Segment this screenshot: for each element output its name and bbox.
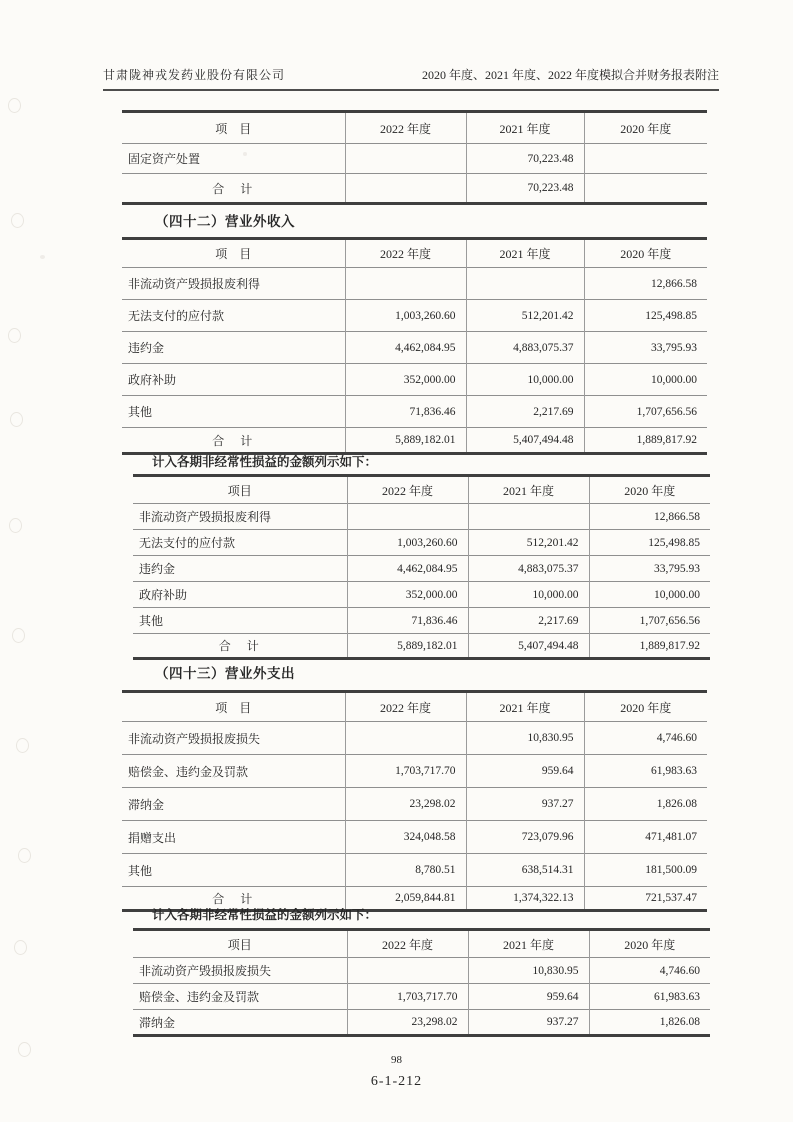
- column-header: 项 目: [215, 700, 252, 715]
- value-cell: [345, 722, 466, 755]
- value-cell: 1,003,260.60: [345, 300, 466, 332]
- column-header: 2020 年度: [589, 930, 710, 958]
- value-cell: [347, 504, 468, 530]
- scan-artifact: [243, 152, 247, 156]
- value-cell: 5,407,494.48: [468, 634, 589, 659]
- table-row: [133, 984, 710, 1010]
- table-row: [122, 722, 707, 755]
- section-title-42: （四十二）营业外收入: [155, 214, 295, 229]
- column-header: 2020 年度: [584, 112, 707, 144]
- value-cell: 61,983.63: [589, 984, 710, 1010]
- value-cell: 352,000.00: [347, 582, 468, 608]
- item-cell: 其他: [139, 614, 164, 628]
- scan-artifact: [16, 738, 29, 753]
- item-cell: 违约金: [128, 341, 165, 355]
- value-cell: 33,795.93: [584, 332, 707, 364]
- table-row: [122, 268, 707, 300]
- scan-artifact: [12, 628, 25, 643]
- table-non-recurring-expenses: [133, 928, 710, 1037]
- item-cell: 无法支付的应付款: [128, 309, 225, 323]
- value-cell: 1,889,817.92: [589, 634, 710, 659]
- table-fixed-asset-disposal: [122, 110, 707, 205]
- column-header: 2020 年度: [584, 239, 707, 268]
- value-cell: 723,079.96: [466, 821, 584, 854]
- table-header-row: [122, 112, 707, 144]
- value-cell: 512,201.42: [468, 530, 589, 556]
- value-cell: 2,217.69: [466, 396, 584, 428]
- value-cell: 10,000.00: [466, 364, 584, 396]
- value-cell: 181,500.09: [584, 854, 707, 887]
- value-cell: 4,883,075.37: [468, 556, 589, 582]
- value-cell: 10,000.00: [468, 582, 589, 608]
- table-row: [122, 854, 707, 887]
- value-cell: [584, 174, 707, 204]
- value-cell: 638,514.31: [466, 854, 584, 887]
- item-cell: 赔偿金、违约金及罚款: [139, 990, 260, 1004]
- value-cell: 1,889,817.92: [584, 428, 707, 454]
- total-label-cell: 合 计: [212, 433, 255, 448]
- value-cell: [347, 958, 468, 984]
- scan-artifact: [18, 848, 31, 863]
- table-row: [133, 582, 710, 608]
- value-cell: [466, 268, 584, 300]
- item-cell: 非流动资产毁损报废利得: [128, 277, 261, 291]
- column-header: 2022 年度: [347, 476, 468, 504]
- value-cell: 5,407,494.48: [466, 428, 584, 454]
- item-cell: 其他: [128, 863, 153, 878]
- value-cell: 512,201.42: [466, 300, 584, 332]
- scan-artifact: [14, 940, 27, 955]
- table-row: [133, 556, 710, 582]
- value-cell: [345, 144, 466, 174]
- value-cell: 352,000.00: [345, 364, 466, 396]
- column-header: 项 目: [215, 247, 252, 261]
- total-label-cell: 合 计: [212, 181, 255, 196]
- table-row: [122, 364, 707, 396]
- column-header: 2022 年度: [345, 239, 466, 268]
- table-row: [133, 958, 710, 984]
- table-total-row: [122, 428, 707, 454]
- value-cell: 71,836.46: [345, 396, 466, 428]
- column-header: 2022 年度: [345, 692, 466, 722]
- value-cell: 70,223.48: [466, 174, 584, 204]
- value-cell: 8,780.51: [345, 854, 466, 887]
- item-cell: 非流动资产毁损报废损失: [128, 731, 261, 746]
- column-header: 项目: [227, 937, 252, 952]
- value-cell: 70,223.48: [466, 144, 584, 174]
- value-cell: 1,003,260.60: [347, 530, 468, 556]
- column-header: 2021 年度: [466, 692, 584, 722]
- item-cell: 非流动资产毁损报废损失: [139, 964, 272, 978]
- value-cell: 23,298.02: [347, 1010, 468, 1036]
- value-cell: 61,983.63: [584, 755, 707, 788]
- table-row: [122, 396, 707, 428]
- table-non-recurring-income: [133, 474, 710, 660]
- table-header-row: [122, 692, 707, 722]
- table-row: [122, 788, 707, 821]
- item-cell: 违约金: [139, 562, 176, 576]
- column-header: 2021 年度: [468, 930, 589, 958]
- total-label-cell: 合 计: [212, 891, 255, 906]
- value-cell: 324,048.58: [345, 821, 466, 854]
- table-header-row: [133, 930, 710, 958]
- table-header-row: [133, 476, 710, 504]
- value-cell: 1,707,656.56: [589, 608, 710, 634]
- value-cell: 10,830.95: [468, 958, 589, 984]
- column-header: 2020 年度: [584, 692, 707, 722]
- value-cell: 12,866.58: [589, 504, 710, 530]
- value-cell: 2,217.69: [468, 608, 589, 634]
- value-cell: 10,000.00: [589, 582, 710, 608]
- value-cell: [345, 268, 466, 300]
- table-row: [133, 1010, 710, 1036]
- value-cell: 125,498.85: [589, 530, 710, 556]
- value-cell: 471,481.07: [584, 821, 707, 854]
- table-row: [133, 608, 710, 634]
- item-cell: 滞纳金: [139, 1015, 176, 1030]
- value-cell: 4,746.60: [584, 722, 707, 755]
- page-header: [103, 66, 719, 91]
- value-cell: 5,889,182.01: [345, 428, 466, 454]
- item-cell: 政府补助: [128, 373, 177, 387]
- value-cell: 23,298.02: [345, 788, 466, 821]
- value-cell: [584, 144, 707, 174]
- scan-artifact: [18, 1042, 31, 1057]
- value-cell: 1,826.08: [589, 1010, 710, 1036]
- scan-artifact: [40, 255, 45, 259]
- table-row: [133, 504, 710, 530]
- value-cell: 937.27: [468, 1010, 589, 1036]
- item-cell: 滞纳金: [128, 797, 165, 812]
- column-header: 2021 年度: [466, 239, 584, 268]
- item-cell: 非流动资产毁损报废利得: [139, 510, 272, 524]
- section-title-43: （四十三）营业外支出: [155, 666, 295, 681]
- table-row: [122, 755, 707, 788]
- value-cell: 1,374,322.13: [466, 887, 584, 911]
- page-number: 98: [391, 1054, 402, 1066]
- column-header: 2021 年度: [466, 112, 584, 144]
- value-cell: 937.27: [466, 788, 584, 821]
- table-total-row: [133, 634, 710, 659]
- table-row: [122, 332, 707, 364]
- value-cell: 4,462,084.95: [345, 332, 466, 364]
- table-row: [122, 821, 707, 854]
- scan-artifact: [8, 328, 21, 343]
- table-row: [122, 144, 707, 174]
- value-cell: 10,830.95: [466, 722, 584, 755]
- scan-artifact: [9, 518, 22, 533]
- value-cell: 12,866.58: [584, 268, 707, 300]
- scan-artifact: [8, 98, 21, 113]
- value-cell: 2,059,844.81: [345, 887, 466, 911]
- column-header: 项目: [227, 483, 252, 498]
- item-cell: 固定资产处置: [128, 152, 201, 166]
- item-cell: 其他: [128, 405, 153, 419]
- item-cell: 政府补助: [139, 588, 188, 602]
- table-total-row: [122, 174, 707, 204]
- item-cell: 无法支付的应付款: [139, 536, 236, 550]
- value-cell: 4,746.60: [589, 958, 710, 984]
- column-header: 2021 年度: [468, 476, 589, 504]
- table-header-row: [122, 239, 707, 268]
- value-cell: [468, 504, 589, 530]
- column-header: 2022 年度: [347, 930, 468, 958]
- value-cell: 1,703,717.70: [347, 984, 468, 1010]
- table-non-operating-income: [122, 237, 707, 455]
- table-non-operating-expenses: [122, 690, 707, 912]
- column-header: 项 目: [215, 121, 252, 136]
- value-cell: 959.64: [466, 755, 584, 788]
- value-cell: 1,703,717.70: [345, 755, 466, 788]
- document-number: 6-1-212: [370, 1074, 423, 1089]
- value-cell: 4,462,084.95: [347, 556, 468, 582]
- value-cell: 71,836.46: [347, 608, 468, 634]
- column-header: 2022 年度: [345, 112, 466, 144]
- value-cell: 1,826.08: [584, 788, 707, 821]
- company-name: 甘肃陇神戎发药业股份有限公司: [103, 68, 286, 82]
- scan-artifact: [10, 412, 23, 427]
- non-recurring-note: 计入各期非经常性损益的金额列示如下：: [152, 455, 378, 469]
- scan-artifact: [11, 213, 24, 228]
- table-row: [133, 530, 710, 556]
- report-title: 2020 年度、2021 年度、2022 年度模拟合并财务报表附注: [421, 68, 719, 82]
- item-cell: 赔偿金、违约金及罚款: [128, 764, 249, 779]
- value-cell: 5,889,182.01: [347, 634, 468, 659]
- column-header: 2020 年度: [589, 476, 710, 504]
- non-recurring-note: 计入各期非经常性损益的金额列示如下：: [152, 908, 378, 922]
- value-cell: 33,795.93: [589, 556, 710, 582]
- value-cell: 721,537.47: [584, 887, 707, 911]
- value-cell: 959.64: [468, 984, 589, 1010]
- value-cell: 4,883,075.37: [466, 332, 584, 364]
- total-label-cell: 合 计: [218, 639, 261, 653]
- table-row: [122, 300, 707, 332]
- item-cell: 捐赠支出: [128, 830, 177, 845]
- value-cell: 125,498.85: [584, 300, 707, 332]
- value-cell: 1,707,656.56: [584, 396, 707, 428]
- value-cell: [345, 174, 466, 204]
- value-cell: 10,000.00: [584, 364, 707, 396]
